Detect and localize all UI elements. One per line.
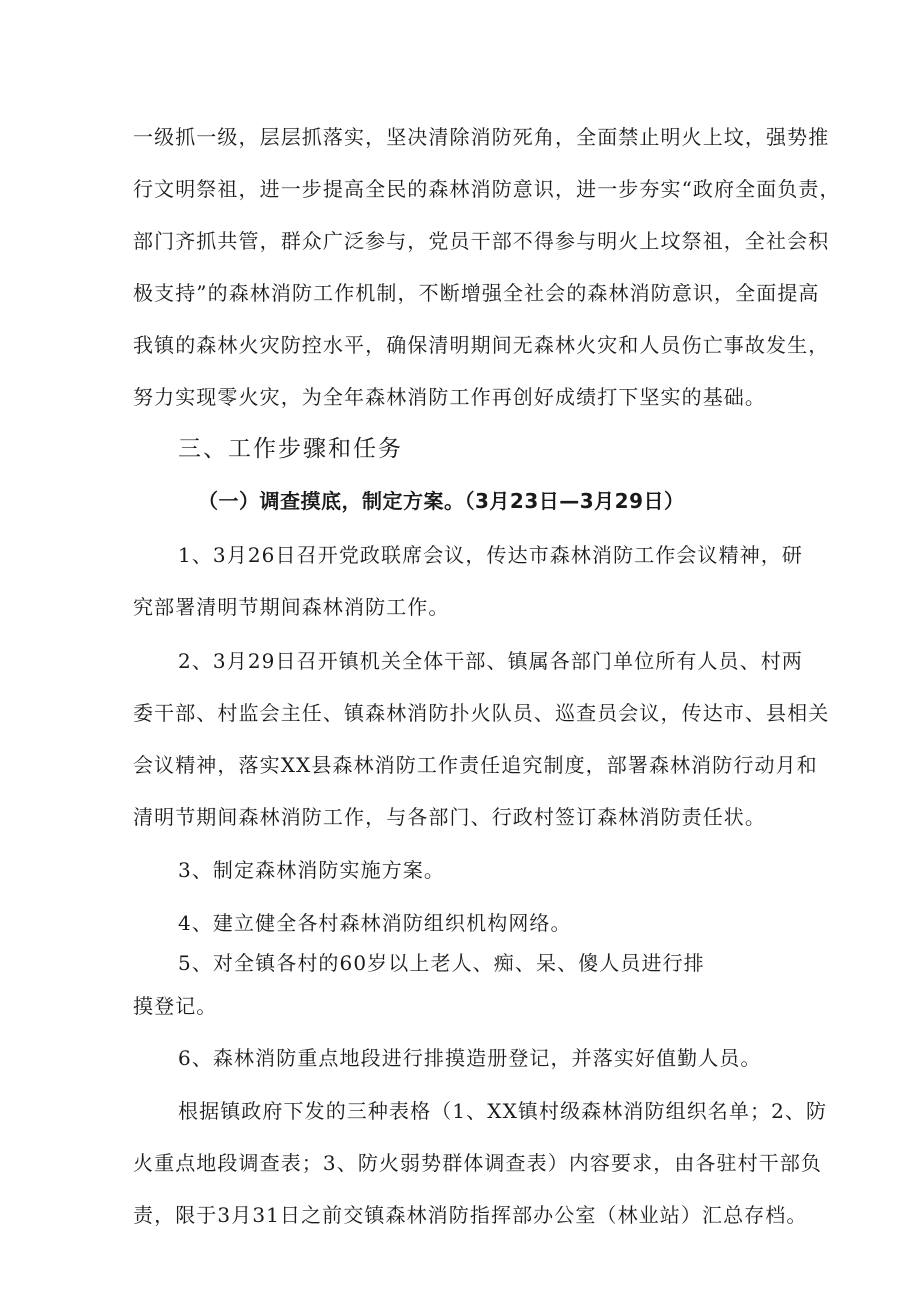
final-line-3: 责，限于3月31日之前交镇森林消防指挥部办公室（林业站）汇总存档。 <box>133 1203 808 1227</box>
item6-line: 6、森林消防重点地段进行排摸造册登记，并落实好值勤人员。 <box>178 1046 762 1070</box>
intro-line-6: 努力实现零火灾，为全年森林消防工作再创好成绩打下坚实的基础。 <box>133 385 766 409</box>
intro-line-3: 部门齐抓共管，群众广泛参与，党员干部不得参与明火上坟祭祖，全社会积 <box>133 229 830 253</box>
item1-line-1: 1、3月26日召开党政联席会议，传达市森林消防工作会议精神，研 <box>178 543 803 567</box>
intro-line-5: 我镇的森林火灾防控水平，确保清明期间无森林火灾和人员伤亡事故发生， <box>133 333 830 357</box>
item3-line: 3、制定森林消防实施方案。 <box>178 858 446 882</box>
item5-line-2: 摸登记。 <box>133 994 218 1018</box>
final-line-2: 火重点地段调查表；3、防火弱势群体调查表）内容要求，由各驻村干部负 <box>133 1151 823 1175</box>
intro-line-1: 一级抓一级，层层抓落实，坚决清除消防死角，全面禁止明火上坟，强势推 <box>133 125 830 149</box>
item2-line-2: 委干部、村监会主任、镇森林消防扑火队员、巡查员会议，传达市、县相关 <box>133 701 830 725</box>
item2-line-4: 清明节期间森林消防工作，与各部门、行政村签订森林消防责任状。 <box>133 805 766 829</box>
subsection-heading: （一）调查摸底，制定方案。（3月23日—3月29日） <box>198 489 685 513</box>
intro-line-4: 极支持”的森林消防工作机制，不断增强全社会的森林消防意识，全面提高 <box>133 281 820 305</box>
item1-line-2: 究部署清明节期间森林消防工作。 <box>133 595 450 619</box>
section-heading: 三、工作步骤和任务 <box>178 436 403 462</box>
final-line-1: 根据镇政府下发的三种表格（1、XX镇村级森林消防组织名单；2、防 <box>178 1099 828 1123</box>
item2-line-1: 2、3月29日召开镇机关全体干部、镇属各部门单位所有人员、村两 <box>178 649 803 673</box>
item4-line: 4、建立健全各村森林消防组织机构网络。 <box>178 911 572 935</box>
item5-line-1: 5、对全镇各村的60岁以上老人、痴、呆、傻人员进行排 <box>178 951 705 975</box>
item2-line-3: 会议精神，落实XX县森林消防工作责任追究制度，部署森林消防行动月和 <box>133 753 818 777</box>
intro-line-2: 行文明祭祖，进一步提高全民的森林消防意识，进一步夯实“政府全面负责， <box>133 177 841 201</box>
